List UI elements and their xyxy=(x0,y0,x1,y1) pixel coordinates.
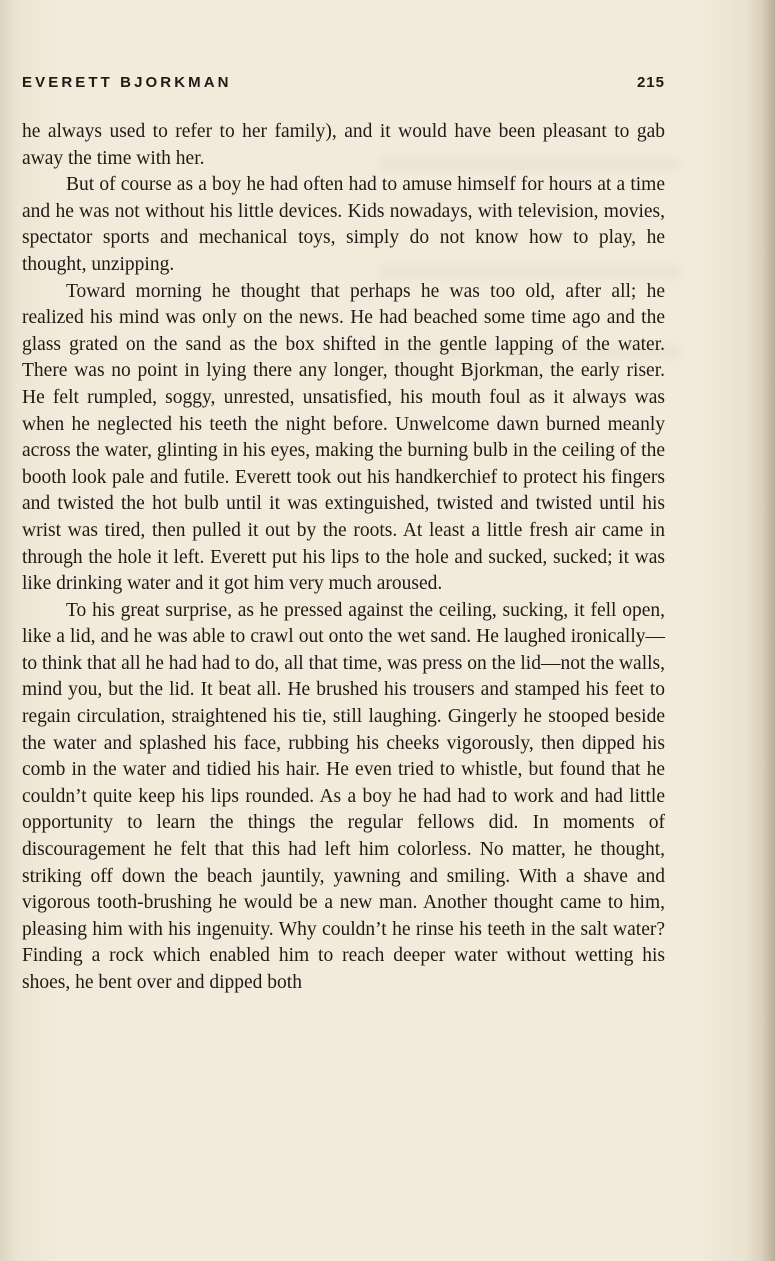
page-number: 215 xyxy=(636,74,665,91)
paragraph: Toward morning he thought that perhaps he was too old, after all; he realized his mind was only on the news. He had beached some time ago and the glass grated on the sand as the box shifted in the gentle lapping of the water. There was no point in lying there any longer, thought Bjorkman, the early riser. He felt rumpled, soggy, unrested, unsatisfied, his mouth foul as it always was when he neglected his teeth the night before. Unwelcome dawn burned meanly across the water, glinting in his eyes, making the burning bulb in the ceiling of the booth look pale and futile. Everett took out his handkerchief to protect his fingers and twisted the hot bulb until it was extinguished, twisted and twisted until his wrist was tired, then pulled it out by the roots. At least a little fresh air came in through the hole it left. Everett put his lips to the hole and sucked, sucked; it was like drinking water and it got him very much aroused. xyxy=(22,280,665,595)
running-head: EVERETT BJORKMAN xyxy=(22,74,232,91)
paragraph: But of course as a boy he had often had to amuse himself for hours at a time and he was not without his little devices. Kids nowadays, with television, movies, spectator sports and mechanical toys, simply do not know how to play, he thought, unzipping. xyxy=(22,174,665,275)
page-header xyxy=(22,74,665,94)
paragraph: To his great surprise, as he pressed against the ceiling, sucking, it fell open, like a lid, and he was able to crawl out onto the wet sand. He laughed ironically—to think that all he had had to do, all that time, was press on the lid—not the walls, mind you, but the lid. It beat all. He brushed his trousers and stamped his feet to regain circulation, straightened his tie, still laughing. Gingerly he stooped beside the water and splashed his face, rubbing his cheeks vigorously, then dipped his comb in the water and tidied his hair. He even tried to whistle, but found that he couldn’t quite keep his lips rounded. As a boy he had had to work and had little opportunity to learn the things the regular fellows did. In moments of discouragement he felt that this had left him colorless. No matter, he thought, striking off down the beach jauntily, yawning and smiling. With a shave and vigorous tooth-brushing he would be a new man. Another thought came to him, pleasing him with his ingenuity. Why couldn’t he rinse his teeth in the salt water? Finding a rock which enabled him to reach deeper water without wetting his shoes, he bent over and dipped both xyxy=(22,599,665,993)
paragraph-continued: he always used to refer to her family), and it would have been pleasant to gab away the time with her. xyxy=(22,121,665,169)
body-text xyxy=(22,119,665,997)
